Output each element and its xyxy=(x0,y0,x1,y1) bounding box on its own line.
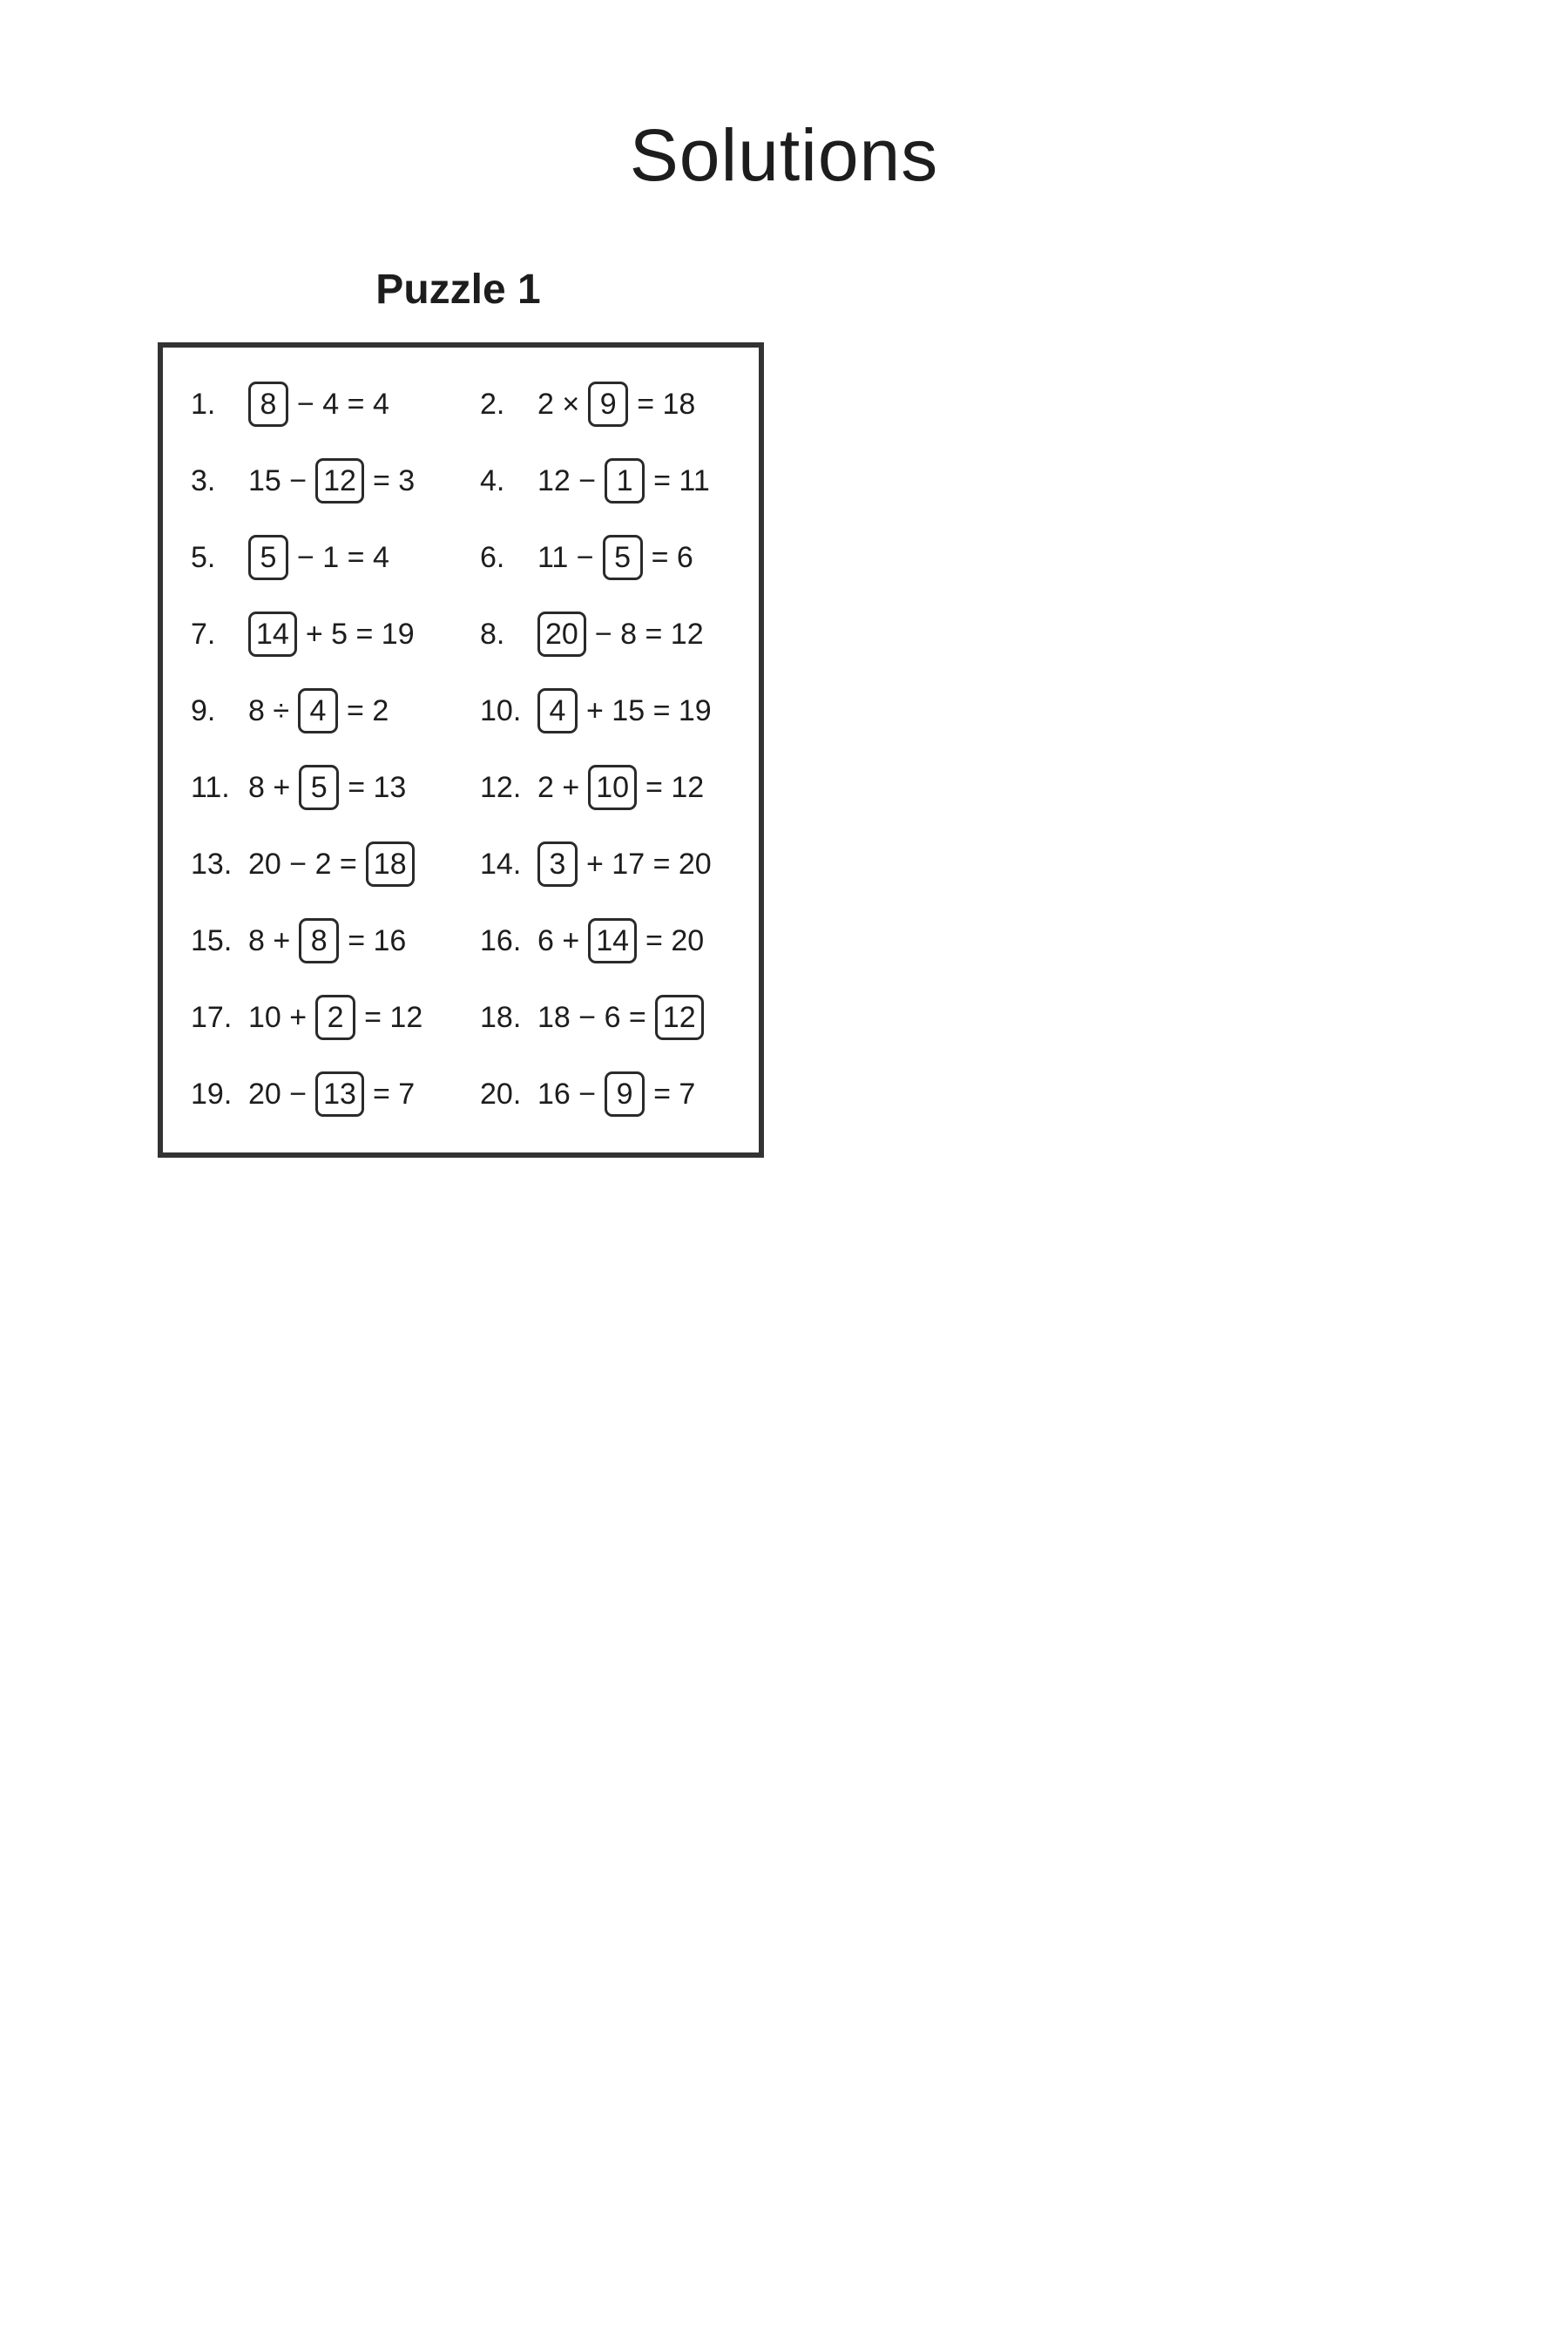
expr-after: = 2 xyxy=(347,693,389,727)
answer-box: 2 xyxy=(315,995,355,1040)
item-number: 2. xyxy=(480,387,505,421)
puzzle-row xyxy=(163,608,759,660)
item-number: 1. xyxy=(191,387,216,421)
expr-after: + 5 = 19 xyxy=(305,617,415,651)
expr-after: + 17 = 20 xyxy=(586,847,712,881)
expr-before: 6 + xyxy=(537,923,580,957)
expr-after: = 18 xyxy=(637,387,696,421)
item-number: 5. xyxy=(191,540,216,574)
answer-box: 4 xyxy=(537,688,578,733)
expr-after: = 16 xyxy=(348,923,407,957)
puzzle-item-6 xyxy=(480,531,693,584)
expr-before: 2 + xyxy=(537,770,580,804)
answer-box: 12 xyxy=(655,995,704,1040)
item-number: 15. xyxy=(191,923,233,957)
puzzle-item-9 xyxy=(191,685,389,737)
answer-box: 8 xyxy=(299,918,339,963)
expr-after: = 7 xyxy=(653,1077,696,1111)
expr-after: = 6 xyxy=(651,540,693,574)
item-number: 14. xyxy=(480,847,522,881)
expr-after: + 15 = 19 xyxy=(586,693,712,727)
puzzle-row xyxy=(163,838,759,890)
item-number: 12. xyxy=(480,770,522,804)
expr-after: = 13 xyxy=(348,770,407,804)
answer-box: 3 xyxy=(537,841,578,887)
expr-after: = 12 xyxy=(364,1000,423,1034)
item-number: 13. xyxy=(191,847,233,881)
expr-before: 8 + xyxy=(248,923,291,957)
answer-box: 5 xyxy=(248,535,288,580)
expr-before: 2 × xyxy=(537,387,580,421)
item-number: 19. xyxy=(191,1077,233,1111)
expr-after: − 8 = 12 xyxy=(594,617,704,651)
expr-before: 8 ÷ xyxy=(248,693,290,727)
puzzle-row xyxy=(163,1068,759,1120)
puzzle-item-14 xyxy=(480,838,712,890)
answer-box: 18 xyxy=(366,841,415,887)
answer-box: 1 xyxy=(605,458,645,504)
answer-box: 12 xyxy=(315,458,364,504)
puzzle-item-19 xyxy=(191,1068,415,1120)
answer-box: 4 xyxy=(298,688,338,733)
item-number: 8. xyxy=(480,617,505,651)
expr-after: − 1 = 4 xyxy=(297,540,389,574)
expr-after: = 11 xyxy=(653,463,710,497)
puzzle-item-16 xyxy=(480,915,704,967)
expr-before: 20 − 2 = xyxy=(248,847,357,881)
expr-before: 11 − xyxy=(537,540,594,574)
expr-before: 20 − xyxy=(248,1077,308,1111)
expr-before: 10 + xyxy=(248,1000,308,1034)
expr-after: = 20 xyxy=(645,923,705,957)
answer-box: 5 xyxy=(299,765,339,810)
item-number: 20. xyxy=(480,1077,522,1111)
puzzle-item-4 xyxy=(480,455,710,507)
puzzle-item-10 xyxy=(480,685,712,737)
answer-box: 9 xyxy=(588,382,628,427)
puzzle-item-15 xyxy=(191,915,406,967)
puzzle-row xyxy=(163,991,759,1044)
answer-box: 10 xyxy=(588,765,637,810)
item-number: 10. xyxy=(480,693,522,727)
puzzle-item-17 xyxy=(191,991,422,1044)
expr-after: − 4 = 4 xyxy=(297,387,389,421)
answer-box: 9 xyxy=(605,1071,645,1117)
puzzle-item-7 xyxy=(191,608,415,660)
puzzle-item-12 xyxy=(480,761,704,814)
answer-box: 8 xyxy=(248,382,288,427)
puzzle-row xyxy=(163,685,759,737)
puzzle-item-20 xyxy=(480,1068,695,1120)
item-number: 16. xyxy=(480,923,522,957)
expr-before: 8 + xyxy=(248,770,291,804)
puzzle-item-5 xyxy=(191,531,389,584)
puzzle-item-8 xyxy=(480,608,704,660)
puzzle-item-18 xyxy=(480,991,704,1044)
puzzle-item-2 xyxy=(480,378,695,430)
puzzle-item-13 xyxy=(191,838,415,890)
item-number: 11. xyxy=(191,770,230,804)
puzzle-solution-box xyxy=(158,342,764,1158)
page-title: Solutions xyxy=(629,114,939,196)
puzzle-row xyxy=(163,761,759,814)
expr-after: = 7 xyxy=(372,1077,416,1111)
puzzle-item-11 xyxy=(191,761,406,814)
answer-box: 20 xyxy=(537,612,586,657)
answer-box: 14 xyxy=(248,612,297,657)
answer-box: 5 xyxy=(603,535,643,580)
item-number: 7. xyxy=(191,617,216,651)
puzzle-item-1 xyxy=(191,378,389,430)
puzzle-row xyxy=(163,378,759,430)
expr-before: 12 − xyxy=(537,463,597,497)
answer-box: 14 xyxy=(588,918,637,963)
item-number: 4. xyxy=(480,463,505,497)
expr-before: 15 − xyxy=(248,463,308,497)
puzzle-row xyxy=(163,531,759,584)
puzzle-title: Puzzle 1 xyxy=(375,267,541,313)
puzzle-row xyxy=(163,455,759,507)
answer-box: 13 xyxy=(315,1071,364,1117)
item-number: 9. xyxy=(191,693,216,727)
item-number: 18. xyxy=(480,1000,522,1034)
puzzle-row xyxy=(163,915,759,967)
expr-after: = 12 xyxy=(645,770,705,804)
expr-before: 16 − xyxy=(537,1077,597,1111)
puzzle-item-3 xyxy=(191,455,415,507)
item-number: 3. xyxy=(191,463,216,497)
expr-before: 18 − 6 = xyxy=(537,1000,646,1034)
expr-after: = 3 xyxy=(372,463,416,497)
item-number: 17. xyxy=(191,1000,233,1034)
item-number: 6. xyxy=(480,540,505,574)
